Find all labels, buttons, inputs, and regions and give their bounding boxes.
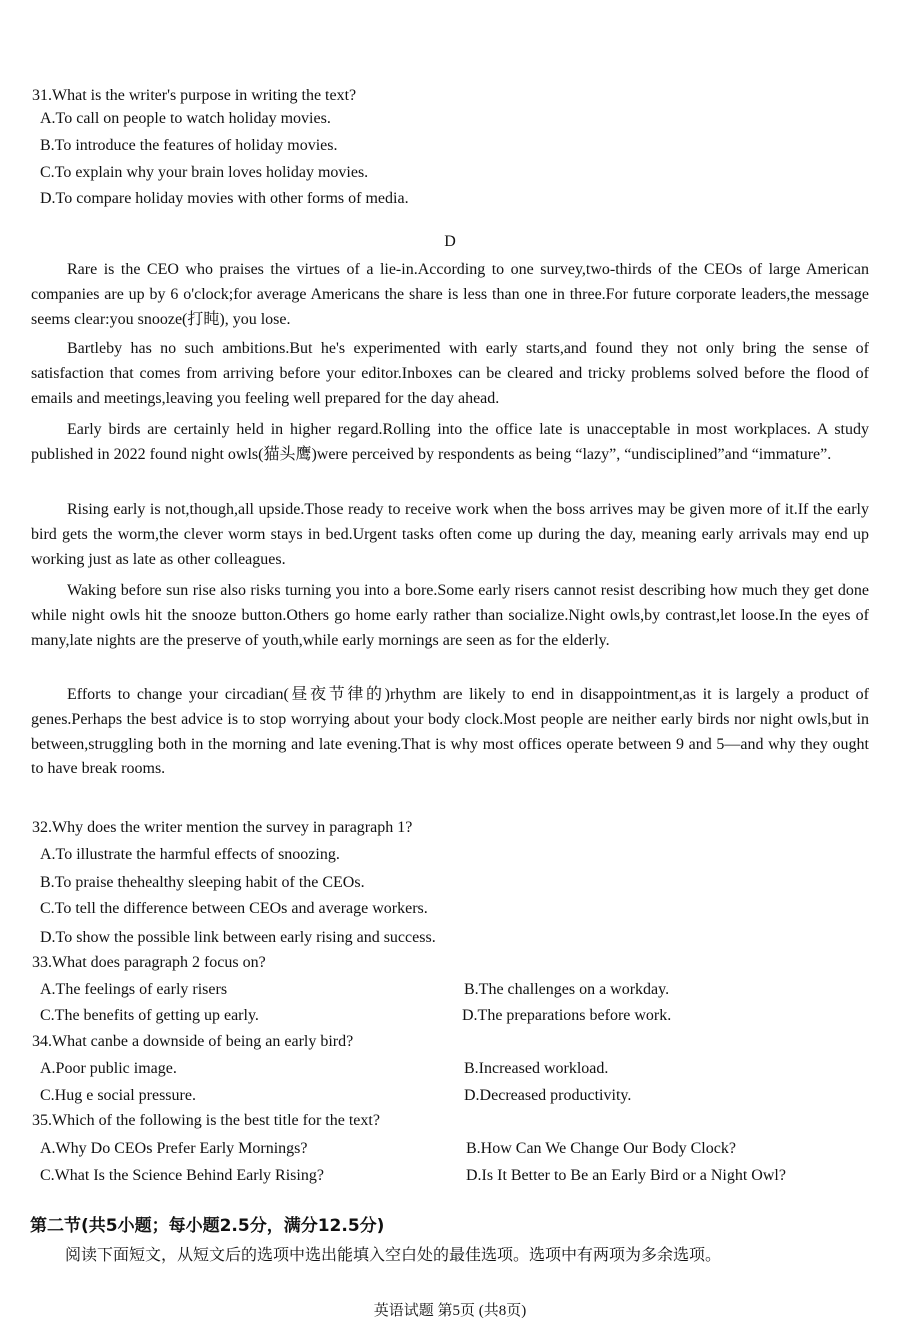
passage-paragraph-5: Waking before sun rise also risks turning you into a bore.Some early risers cannot resist describing how much they get done while night owls hit the snooze button.Others go home early rather than socialize.Night owls,by contrast,let loose.In the eyes of many,late nights are the preserve of youth,while early mornings are seen as for the elderly. (31, 582, 869, 649)
question-33-stem: 33.What does paragraph 2 focus on? (32, 954, 266, 971)
passage-paragraph-6: Efforts to change your circadian(昼夜节律的)rhythm are likely to end in disappointment,as it is largely a product of genes.Perhaps the best advice is to stop worrying about your body clock.Most people are neither early birds nor night owls,but in between,struggling both in the morning and late evening.That is why most offices operate between 9 and 5—and why they ought to have break rooms. (31, 686, 869, 778)
question-32-stem: 32.Why does the writer mention the survey in paragraph 1? (32, 819, 413, 836)
question-31-option-a: A.To call on people to watch holiday movies. (40, 110, 331, 127)
question-34-option-d: D.Decreased productivity. (464, 1087, 632, 1104)
question-33-option-d: D.The preparations before work. (462, 1007, 672, 1024)
question-31-option-b: B.To introduce the features of holiday movies. (40, 137, 338, 154)
question-33-option-a: A.The feelings of early risers (40, 981, 228, 998)
question-34-option-b: B.Increased workload. (464, 1060, 609, 1077)
question-35-stem: 35.Which of the following is the best title for the text? (32, 1112, 380, 1129)
question-31-option-c: C.To explain why your brain loves holiday movies. (40, 164, 369, 181)
passage-paragraph-2: Bartleby has no such ambitions.But he's experimented with early starts,and found they not only bring the sense of satisfaction that comes from arriving before your editor.Inboxes can be cleared and tricky problems solved before the flood of emails and meetings,leaving you feeling well prepared for the day ahead. (31, 340, 869, 407)
passage-letter: D (444, 233, 456, 250)
question-35-option-b: B.How Can We Change Our Body Clock? (466, 1140, 736, 1157)
section-title: 第二节(共5小题；每小题2.5分，满分12.5分) (30, 1216, 385, 1236)
question-32-option-a: A.To illustrate the harmful effects of snoozing. (40, 846, 340, 863)
question-32-option-d: D.To show the possible link between early rising and success. (40, 929, 436, 946)
question-32-option-b: B.To praise thehealthy sleeping habit of the CEOs. (40, 874, 365, 891)
question-31-option-d: D.To compare holiday movies with other forms of media. (40, 190, 409, 207)
question-35-option-a: A.Why Do CEOs Prefer Early Mornings? (40, 1140, 308, 1157)
question-35-option-d: D.Is It Better to Be an Early Bird or a Night Owl? (466, 1167, 786, 1184)
question-34-option-c: C.Hug e social pressure. (40, 1087, 196, 1104)
question-32-option-c: C.To tell the difference between CEOs and average workers. (40, 900, 428, 917)
question-34-stem: 34.What canbe a downside of being an early bird? (32, 1033, 354, 1050)
page-footer: 英语试题 第5页 (共8页) (373, 1303, 527, 1319)
question-33-option-c: C.The benefits of getting up early. (40, 1007, 259, 1024)
question-34-option-a: A.Poor public image. (40, 1060, 177, 1077)
question-35-option-c: C.What Is the Science Behind Early Rising? (40, 1167, 324, 1184)
passage-paragraph-1: Rare is the CEO who praises the virtues of a lie-in.According to one survey,two-thirds of the CEOs of large American companies are up by 6 o'clock;for average Americans the share is less than one in three.For future corporate leaders,the message seems clear:you snooze(打盹), you lose. (31, 261, 869, 328)
question-33-option-b: B.The challenges on a workday. (464, 981, 670, 998)
section-instruction: 阅读下面短文，从短文后的选项中选出能填入空白处的最佳选项。选项中有两项为多余选项。 (65, 1247, 722, 1264)
passage-paragraph-4: Rising early is not,though,all upside.Those ready to receive work when the boss arrives may be given more of it.If the early bird gets the worm,the clever worm stays in bed.Urgent tasks often come up during the day, meaning early arrivals may end up working just as late as other colleagues. (31, 501, 869, 568)
question-31-stem: 31.What is the writer's purpose in writing the text? (32, 87, 357, 104)
passage-paragraph-3: Early birds are certainly held in higher regard.Rolling into the office late is unacceptable in most workplaces. A study published in 2022 found night owls(猫头鹰)were perceived by respondents as being “lazy”, “undisciplined”and “immature”. (31, 421, 869, 463)
